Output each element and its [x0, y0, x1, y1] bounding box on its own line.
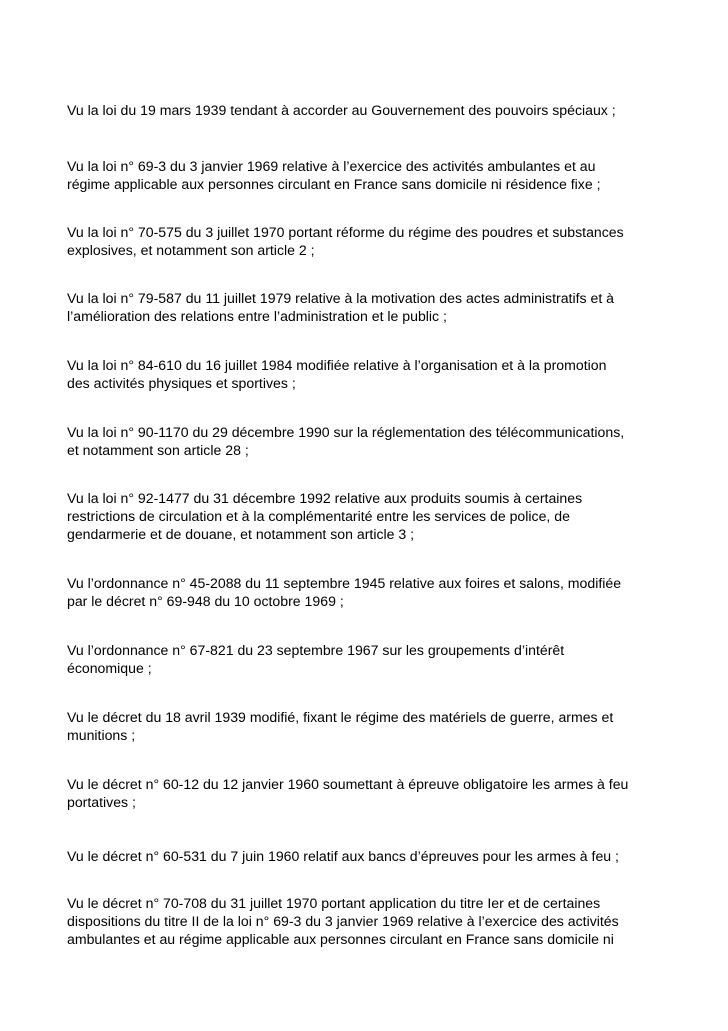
text-line: portatives ; — [67, 794, 136, 810]
text-line: régime applicable aux personnes circulant en France sans domicile ni résidence fixe ; — [67, 176, 601, 192]
text-line: Vu l’ordonnance n° 67-821 du 23 septembre 1967 sur les groupements d’intérêt — [67, 642, 565, 658]
text-line: Vu le décret n° 60-12 du 12 janvier 1960 soumettant à épreuve obligatoire les armes à feu — [67, 776, 629, 792]
text-line: Vu l’ordonnance n° 45-2088 du 11 septembre 1945 relative aux foires et salons, modifiée — [67, 575, 622, 591]
text-line: ambulantes et au régime applicable aux personnes circulant en France sans domicile ni — [67, 931, 614, 947]
paragraph-loi-90-1170 — [67, 423, 667, 459]
text-line: Vu la loi n° 84-610 du 16 juillet 1984 modifiée relative à l’organisation et à la promotion — [67, 357, 607, 373]
text-line: dispositions du titre II de la loi n° 69-3 du 3 janvier 1969 relative à l’exercice des activités — [67, 913, 619, 929]
text-line: restrictions de circulation et à la complémentarité entre les services de police, de — [67, 508, 570, 524]
text-line: Vu la loi n° 90-1170 du 29 décembre 1990 sur la réglementation des télécommunications, — [67, 424, 625, 440]
paragraph-decret-60-12 — [67, 775, 667, 811]
text-line: par le décret n° 69-948 du 10 octobre 1969 ; — [67, 593, 344, 609]
text-line: explosives, et notamment son article 2 ; — [67, 242, 315, 258]
paragraph-loi-69-3 — [67, 157, 667, 193]
text-line: Vu la loi n° 92-1477 du 31 décembre 1992 relative aux produits soumis à certaines — [67, 490, 583, 506]
text-line: Vu la loi du 19 mars 1939 tendant à accorder au Gouvernement des pouvoirs spéciaux ; — [67, 102, 616, 118]
paragraph-decret-60-531 — [67, 847, 667, 865]
text-line: Vu le décret n° 70-708 du 31 juillet 1970 portant application du titre Ier et de certaines — [67, 895, 601, 911]
text-line: des activités physiques et sportives ; — [67, 375, 296, 391]
paragraph-loi-84-610 — [67, 356, 667, 392]
paragraph-loi-92-1477 — [67, 489, 667, 543]
text-line: Vu la loi n° 79-587 du 11 juillet 1979 relative à la motivation des actes administratifs et à — [67, 290, 614, 306]
text-line: l’amélioration des relations entre l’administration et le public ; — [67, 308, 447, 324]
paragraph-loi-1939 — [67, 101, 667, 119]
text-line: munitions ; — [67, 727, 136, 743]
text-line: et notamment son article 28 ; — [67, 442, 249, 458]
text-line: Vu le décret n° 60-531 du 7 juin 1960 relatif aux bancs d’épreuves pour les armes à feu ; — [67, 848, 619, 864]
paragraph-loi-70-575 — [67, 223, 667, 259]
paragraph-ordonnance-67-821 — [67, 641, 667, 677]
text-line: Vu la loi n° 70-575 du 3 juillet 1970 portant réforme du régime des poudres et substances — [67, 224, 624, 240]
paragraph-decret-1939 — [67, 708, 667, 744]
text-line: économique ; — [67, 660, 152, 676]
paragraph-decret-70-708 — [67, 894, 667, 948]
text-line: gendarmerie et de douane, et notamment son article 3 ; — [67, 526, 415, 542]
paragraph-loi-79-587 — [67, 289, 667, 325]
paragraph-ordonnance-45-2088 — [67, 574, 667, 610]
text-line: Vu le décret du 18 avril 1939 modifié, fixant le régime des matériels de guerre, armes et — [67, 709, 614, 725]
text-line: Vu la loi n° 69-3 du 3 janvier 1969 relative à l’exercice des activités ambulantes et au — [67, 158, 596, 174]
